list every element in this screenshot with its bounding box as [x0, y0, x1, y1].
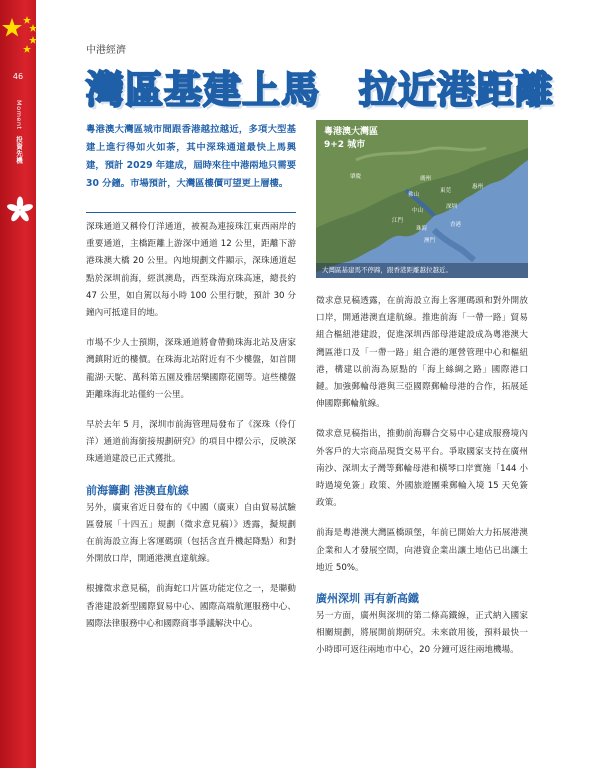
map-city-label: 肇慶: [350, 174, 362, 180]
body-paragraph: 早於去年 5 月，深圳市前海管理局發布了《深珠（伶仃洋）通道前海銜接規劃研究》的項目中標公示，反映深珠通道建設已正式獲批。: [86, 420, 296, 465]
map-caption: 大灣區基建馬不停蹄，跟香港距離越拉越近。: [316, 263, 528, 278]
left-column: [86, 219, 296, 646]
subheading: 前海籌劃 港澳直航線: [86, 483, 189, 497]
body-paragraph: 深珠通道又稱伶仃洋通道，被視為連接珠江東西兩岸的重要通道，主橋距離上游深中通道 12 公里，距離下游港珠澳大橋 20 公里。內地規劃文件顯示，深珠通道起點於深圳前海，經淇澳島，西至珠海京珠高速，總長約 47 公里，如自駕以每小時 100 公里行駛，預計 30 分鐘內可抵達目的地。: [86, 222, 296, 319]
sidebar-label: [12, 100, 24, 164]
body-paragraph: 市場不少人士預期，深珠通道將會帶動珠海北站及唐家灣鎮附近的樓價。在珠海北站附近有不少樓盤，如首開龍湖‧天駝、萬科第五園及雅居樂國際花園等。這些樓盤距離珠海北站僅約一公里。: [86, 338, 296, 400]
body-paragraph: 前海是粵港澳大灣區橋頭堡，年前已開始大力拓展港澳企業和人才發展空間，向港資企業出讓土地佔已出讓土地近 50%。: [316, 528, 528, 573]
body-paragraph: 另一方面，廣州與深圳的第二條高鐵線，正式納入國家相關規劃，將展開前期研究。未來啟用後，預料最快一小時即可返往兩地市中心，20 分鐘可返往兩地機場。: [316, 611, 528, 656]
map-title-line: 粵港澳大灣區: [324, 127, 379, 137]
map-title: [324, 126, 378, 152]
map-city-label: 廣州: [420, 176, 432, 182]
body-paragraph: 徵求意見稿指出，推動前海聯合交易中心建成服務境內外客戶的大宗商品現貨交易平台。爭取國家支持在廣州南沙、深圳太子灣等郵輪母港和橫琴口岸實施「144 小時過境免簽」政策、外國旅遊團乘郵輪入境 15 天免簽政策。: [316, 429, 528, 509]
map-city-label: 惠州: [472, 184, 484, 190]
map-city-label: 深圳: [446, 204, 458, 210]
section-tag: 中港經濟: [86, 45, 126, 56]
map-city-label: 佛山: [408, 192, 420, 198]
map-city-label: 東莞: [440, 188, 452, 194]
sidebar-brand: Moment: [15, 100, 23, 130]
body-paragraph: 徵求意見稿透露，在前海設立海上客運碼頭和對外開放口岸，開通港澳直達航線。推進前海「一帶一路」貿易組合樞紐港建設，促進深圳西部母港建設成為粵港澳大灣區港口及「一帶一路」組合港的運營管理中心和樞紐港，構建以前海為原點的「海上絲綢之路」國際港口鏈。加強郵輪母港與三亞國際郵輪母港的合作，拓展延伸國際郵輪航線。: [316, 296, 528, 410]
body-paragraph: 根據徵求意見稿，前海蛇口片區功能定位之一，是聯動香港建設新型國際貿易中心、國際高端航運服務中心、國際法律服務中心和國際商事爭議解決中心。: [86, 584, 296, 629]
right-column: [316, 293, 528, 673]
body-paragraph: 另外，廣東省近日發布的《中國（廣東）自由貿易試驗區發展「十四五」規劃（徵求意見稿）》透露，擬規劃在前海設立海上客運碼頭（包括含直升機起降點）和對外開放口岸，開通港澳直達航線。: [86, 502, 296, 565]
bauhinia-icon: [6, 196, 34, 224]
map-city-label: 澳門: [424, 238, 436, 244]
sidebar-column: 投資先機: [15, 136, 23, 165]
page-number: 46: [12, 72, 24, 81]
map-title-line: 9+2 城市: [324, 140, 366, 150]
region-map: [316, 120, 528, 278]
map-city-label: 江門: [392, 218, 404, 224]
map-city-label: 中山: [412, 208, 424, 214]
lede-paragraph: 粵港澳大灣區城市間跟香港越拉越近，多項大型基建上進行得如火如荼，其中深珠通道最快上馬興建，預計 2029 年建成，屆時來往中港兩地只需要 30 分鐘。市場預計，大灣區樓價可望更上層樓。: [86, 124, 296, 189]
star-icon: [0, 14, 44, 70]
map-city-label: 珠海: [416, 226, 428, 232]
subheading: 廣州深圳 再有新高鐵: [316, 592, 419, 606]
divider: [86, 212, 296, 213]
page-title: 灣區基建上馬 拉近港距離: [86, 67, 555, 112]
map-city-label: 香港: [450, 222, 462, 228]
